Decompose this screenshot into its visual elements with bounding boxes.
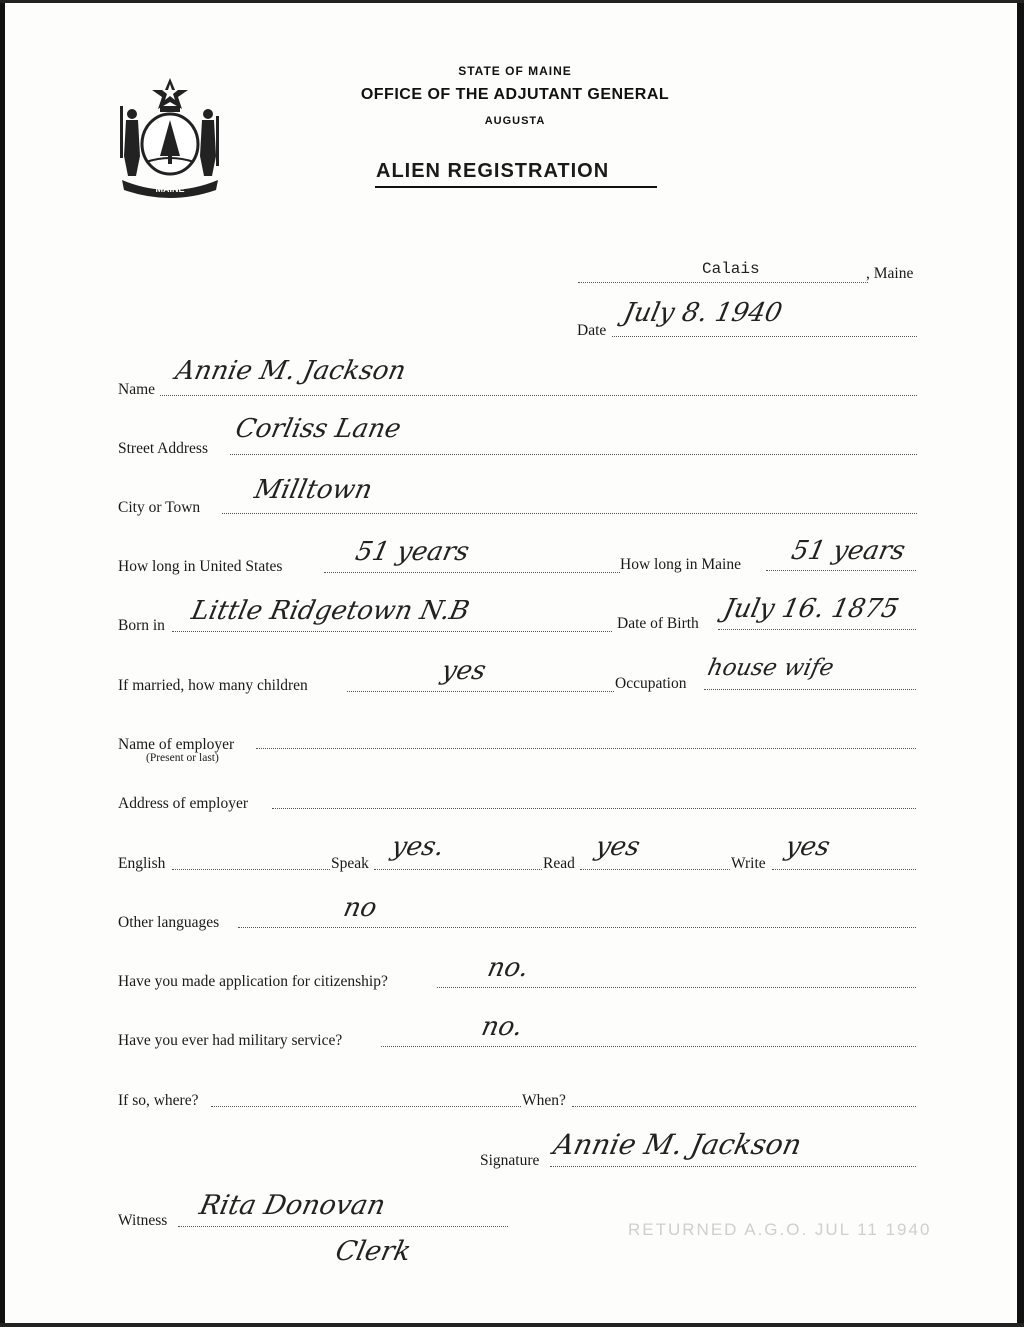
military-line — [381, 1046, 916, 1047]
how-long-us-line — [324, 572, 620, 573]
witness-label: Witness — [118, 1212, 168, 1229]
where-line — [211, 1106, 521, 1107]
children-label: If married, how many children — [118, 677, 308, 694]
read-value: yes — [592, 832, 643, 862]
citizenship-label: Have you made application for citizenship? — [118, 973, 388, 990]
street-value: Corliss Lane — [232, 414, 404, 444]
signature-line — [550, 1166, 916, 1167]
employer-name-label: Name of employer — [118, 736, 235, 753]
read-label: Read — [543, 855, 575, 872]
citizenship-line — [437, 987, 916, 988]
scan-border-right — [1017, 0, 1024, 1327]
signature-value: Annie M. Jackson — [550, 1128, 805, 1161]
maine-label: , Maine — [866, 265, 914, 282]
date-value: July 8. 1940 — [620, 298, 785, 328]
write-line — [772, 869, 916, 870]
how-long-us-value: 51 years — [352, 537, 472, 567]
where-label: If so, where? — [118, 1092, 199, 1109]
speak-value: yes. — [388, 832, 447, 862]
employer-name-line — [256, 748, 916, 749]
english-line — [172, 869, 330, 870]
date-of-birth-label: Date of Birth — [617, 615, 699, 632]
street-line — [230, 454, 917, 455]
street-label: Street Address — [118, 440, 208, 457]
scan-border-bottom — [0, 1323, 1024, 1327]
town-value: Calais — [702, 260, 760, 278]
when-label: When? — [522, 1092, 566, 1109]
city-line — [222, 513, 917, 514]
how-long-maine-line — [766, 570, 916, 571]
name-label: Name — [118, 381, 156, 398]
title-underline — [375, 186, 657, 188]
other-languages-value: no — [340, 893, 380, 923]
received-stamp: RETURNED A.G.O. JUL 11 1940 — [628, 1220, 932, 1239]
header-office: OFFICE OF THE ADJUTANT GENERAL — [360, 86, 670, 103]
speak-label: Speak — [331, 855, 369, 872]
other-languages-line — [238, 927, 916, 928]
scan-border-top — [0, 0, 1024, 3]
city-label: City or Town — [118, 499, 201, 516]
seal-banner-text: MAINE — [155, 184, 185, 194]
witness-title: Clerk — [332, 1236, 414, 1267]
write-label: Write — [731, 855, 766, 872]
scan-border-left — [0, 0, 5, 1327]
date-of-birth-line — [718, 629, 916, 630]
witness-line — [178, 1226, 508, 1227]
name-line — [160, 395, 917, 396]
children-line — [347, 691, 614, 692]
employer-address-line — [272, 808, 916, 809]
employer-name-note: (Present or last) — [146, 752, 219, 764]
signature-label: Signature — [480, 1152, 540, 1169]
date-line — [612, 336, 917, 337]
witness-value: Rita Donovan — [196, 1190, 389, 1221]
how-long-maine-value: 51 years — [788, 536, 908, 566]
other-languages-label: Other languages — [118, 914, 220, 931]
how-long-us-label: How long in United States — [118, 558, 283, 575]
town-line — [578, 282, 868, 283]
occupation-label: Occupation — [615, 675, 687, 692]
speak-line — [374, 869, 542, 870]
header-city: AUGUSTA — [484, 115, 546, 127]
name-value: Annie M. Jackson — [172, 356, 409, 386]
military-label: Have you ever had military service? — [118, 1032, 343, 1049]
born-in-label: Born in — [118, 617, 165, 634]
when-line — [572, 1106, 916, 1107]
form-title: ALIEN REGISTRATION — [376, 160, 610, 182]
city-value: Milltown — [251, 475, 375, 505]
citizenship-value: no. — [484, 953, 532, 983]
born-in-value: Little Ridgetown N.B — [188, 596, 473, 626]
occupation-value: house wife — [705, 655, 837, 681]
header-state: STATE OF MAINE — [458, 64, 572, 78]
date-label: Date — [577, 322, 607, 339]
employer-address-label: Address of employer — [118, 795, 248, 812]
children-value: yes — [438, 656, 489, 686]
how-long-maine-label: How long in Maine — [620, 556, 741, 573]
date-of-birth-value: July 16. 1875 — [720, 594, 902, 624]
read-line — [580, 869, 730, 870]
occupation-line — [704, 689, 916, 690]
english-label: English — [118, 855, 166, 872]
military-value: no. — [478, 1012, 526, 1042]
born-in-line — [172, 631, 612, 632]
write-value: yes — [782, 832, 833, 862]
